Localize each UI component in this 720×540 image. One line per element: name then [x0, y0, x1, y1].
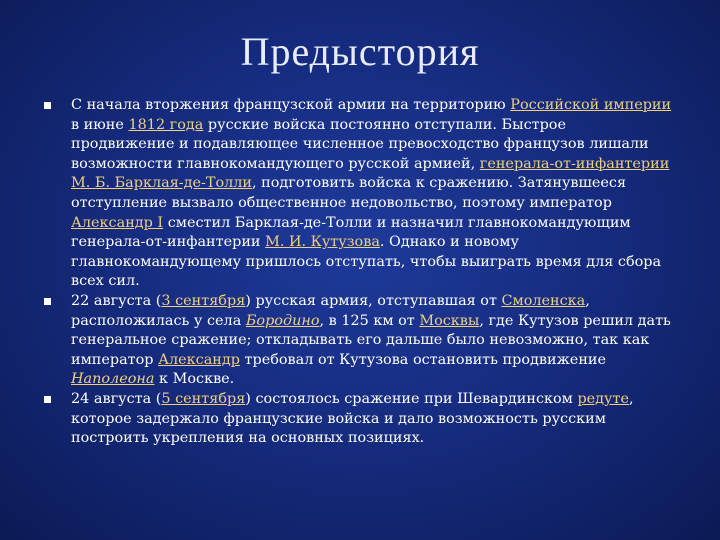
link-redoubt[interactable]: редуте — [577, 390, 629, 407]
link-napoleon[interactable]: Наполеона — [71, 371, 155, 388]
link-barclay-de-tolly[interactable]: М. Б. Барклая-де-Толли — [71, 175, 253, 192]
bullet-text: 24 августа (5 сентября) состоялось сражение при Шевардинском редуте, которое задержало французские войска и дало возможность русским построить укрепления на основных позициях. — [71, 390, 634, 447]
bullet-item — [40, 96, 672, 292]
link-russian-empire[interactable]: Российской империи — [510, 97, 672, 113]
link-alexander[interactable]: Александр — [158, 351, 240, 368]
link-alexander-i[interactable]: Александр I — [71, 214, 164, 231]
bullet-item — [40, 390, 672, 449]
link-3-september[interactable]: 3 сентября — [161, 292, 246, 309]
square-bullet-icon — [44, 396, 51, 403]
link-kutuzov[interactable]: М. И. Кутузова — [265, 234, 380, 251]
link-general-of-infantry[interactable]: генерала-от-инфантерии — [479, 155, 670, 172]
slide-title: Предыстория — [240, 29, 480, 74]
link-smolensk[interactable]: Смоленска — [501, 292, 586, 309]
link-1812[interactable]: 1812 года — [128, 116, 204, 133]
bullet-list — [40, 96, 672, 449]
link-5-september[interactable]: 5 сентября — [161, 390, 246, 407]
square-bullet-icon — [44, 298, 51, 305]
bullet-item — [40, 292, 672, 390]
link-moscow[interactable]: Москвы — [419, 312, 480, 329]
bullet-text: 22 августа (3 сентября) русская армия, отступавшая от Смоленска, расположилась у села Бородино, в 125 км от Москвы, где Кутузов решил дать генеральное сражение; откладывать его дальше было невозможно, так как император Александр требовал от Кутузова остановить продвижение Наполеона к Москве. — [71, 292, 671, 388]
link-borodino[interactable]: Бородино — [245, 312, 320, 329]
square-bullet-icon — [44, 102, 51, 109]
bullet-text: С начала вторжения французской армии на территорию Российской империи в июне 1812 года русские войска постоянно отступали. Быстрое продвижение и подавляющее численное превосходство французов лишали возможности главнокомандующего русской армией, генерала-от-инфантерии М. Б. Барклая-де-Толли, подготовить войска к сражению. Затянувшееся отступление вызвало общественное недовольство, поэтому император Александр I сместил Барклая-де-Толли и назначил главнокомандующим генерала-от-инфантерии М. И. Кутузова. Однако и новому главнокомандующему пришлось отступать, чтобы выиграть время для сбора всех сил. — [71, 97, 672, 290]
